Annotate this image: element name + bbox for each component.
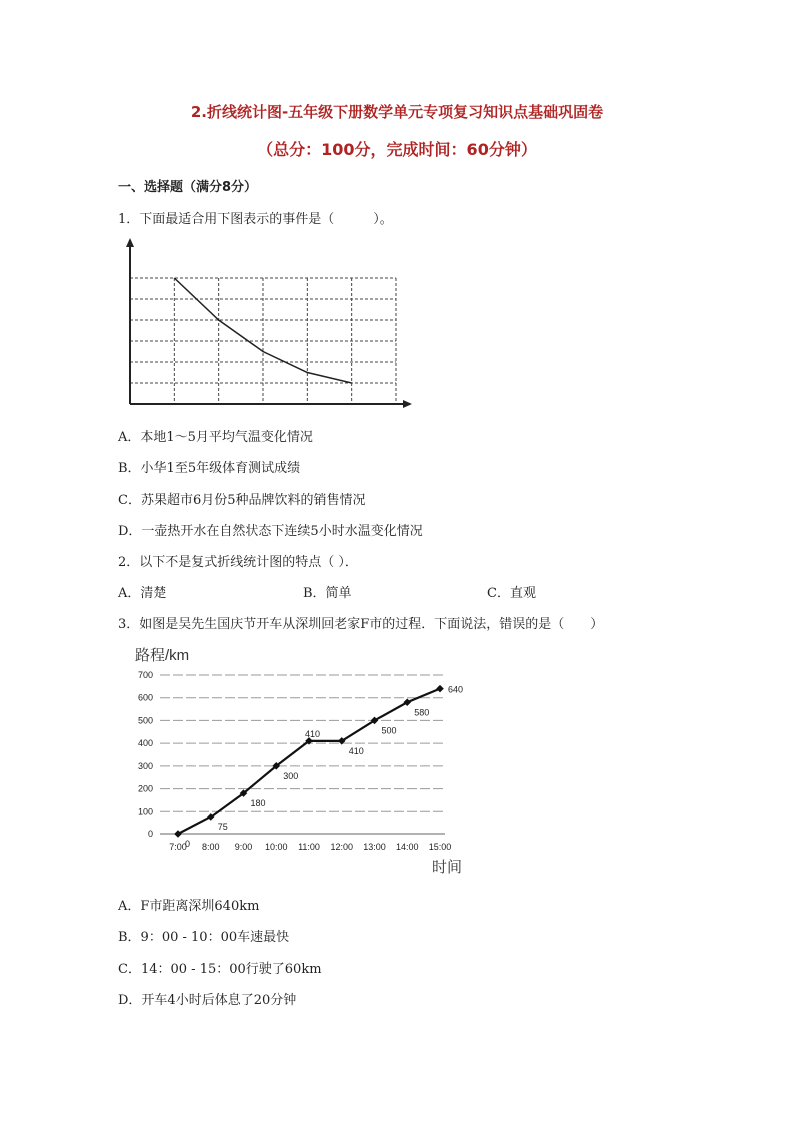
chart-x-tick-label: 15:00	[428, 842, 452, 852]
q3-option-a: A．F市距离深圳640km	[118, 899, 260, 914]
chart-series-line	[178, 689, 440, 834]
chart-gridlines	[160, 675, 445, 834]
q2-option-a: A．清楚	[118, 586, 167, 601]
chart-y-tick-label: 300	[137, 760, 153, 771]
chart-point	[436, 685, 444, 693]
chart-y-tick-label: 600	[137, 692, 153, 703]
chart-x-axis-label: 时间	[432, 859, 463, 876]
q1-option-a: A．本地1～5月平均气温变化情况	[118, 430, 313, 445]
q1-option-c: C．苏果超市6月份5种品牌饮料的销售情况	[118, 493, 366, 508]
question-3-stem: 3．如图是吴先生国庆节开车从深圳回老家F市的过程．下面说法，错误的是（ ）	[118, 617, 604, 632]
chart-data-label: 75	[217, 821, 228, 832]
chart-x-ticks	[169, 842, 451, 852]
chart-data-label: 580	[414, 707, 430, 718]
chart-data-label: 300	[283, 770, 299, 781]
chart-y-tick-label: 400	[137, 738, 153, 749]
q1-line-figure	[118, 236, 418, 411]
chart-data-label: 180	[250, 798, 266, 809]
chart-y-tick-label: 200	[137, 783, 153, 794]
chart-point	[174, 830, 182, 838]
chart-data-labels	[185, 685, 463, 849]
q3-option-d: D．开车4小时后体息了20分钟	[118, 993, 297, 1008]
chart-y-tick-label: 700	[137, 670, 153, 680]
chart-data-label: 410	[305, 728, 321, 739]
q1-y-arrow	[126, 238, 134, 247]
chart-data-label: 500	[381, 725, 397, 736]
chart-y-tick-label: 0	[147, 829, 153, 839]
chart-data-label: 0	[185, 839, 191, 849]
q1-option-d: D．一壶热开水在自然状态下连续5小时水温变化情况	[118, 524, 423, 539]
chart-y-tick-label: 500	[137, 715, 153, 726]
q3-option-c: C．14：00 - 15：00行驶了60km	[118, 962, 322, 977]
q1-x-arrow	[403, 400, 412, 408]
chart-x-tick-label: 13:00	[363, 842, 386, 852]
chart-x-tick-label: 10:00	[264, 842, 288, 852]
chart-y-tick-label: 100	[137, 806, 153, 817]
chart-x-tick-label: 7:00	[169, 842, 187, 852]
q3-option-b: B．9：00 - 10：00车速最快	[118, 930, 290, 945]
chart-y-axis-label: 路程/km	[135, 647, 190, 664]
chart-data-label: 640	[448, 684, 464, 695]
chart-x-tick-label: 14:00	[395, 842, 419, 852]
q2-option-b: B．简单	[303, 586, 352, 601]
chart-y-ticks	[138, 670, 153, 839]
question-2-stem: 2．以下不是复式折线统计图的特点（ ）．	[118, 555, 358, 570]
chart-x-tick-label: 11:00	[298, 842, 320, 852]
q2-option-c: C．直观	[487, 586, 536, 601]
chart-data-label: 410	[348, 745, 364, 756]
page-subtitle: （总分：100分，完成时间：60分钟）	[257, 140, 537, 159]
chart-x-tick-label: 8:00	[201, 842, 220, 852]
question-1-stem: 1．下面最适合用下图表示的事件是（ ）。	[118, 212, 393, 227]
q1-grid	[130, 278, 396, 404]
page-title: 2.折线统计图-五年级下册数学单元专项复习知识点基础巩固卷	[190, 103, 604, 121]
distance-time-chart	[120, 640, 480, 880]
chart-x-tick-label: 12:00	[330, 842, 354, 852]
q1-option-b: B．小华1至5年级体育测试成绩	[118, 461, 301, 476]
chart-x-tick-label: 9:00	[234, 842, 253, 852]
section-heading: 一、选择题（满分8分）	[118, 180, 258, 195]
